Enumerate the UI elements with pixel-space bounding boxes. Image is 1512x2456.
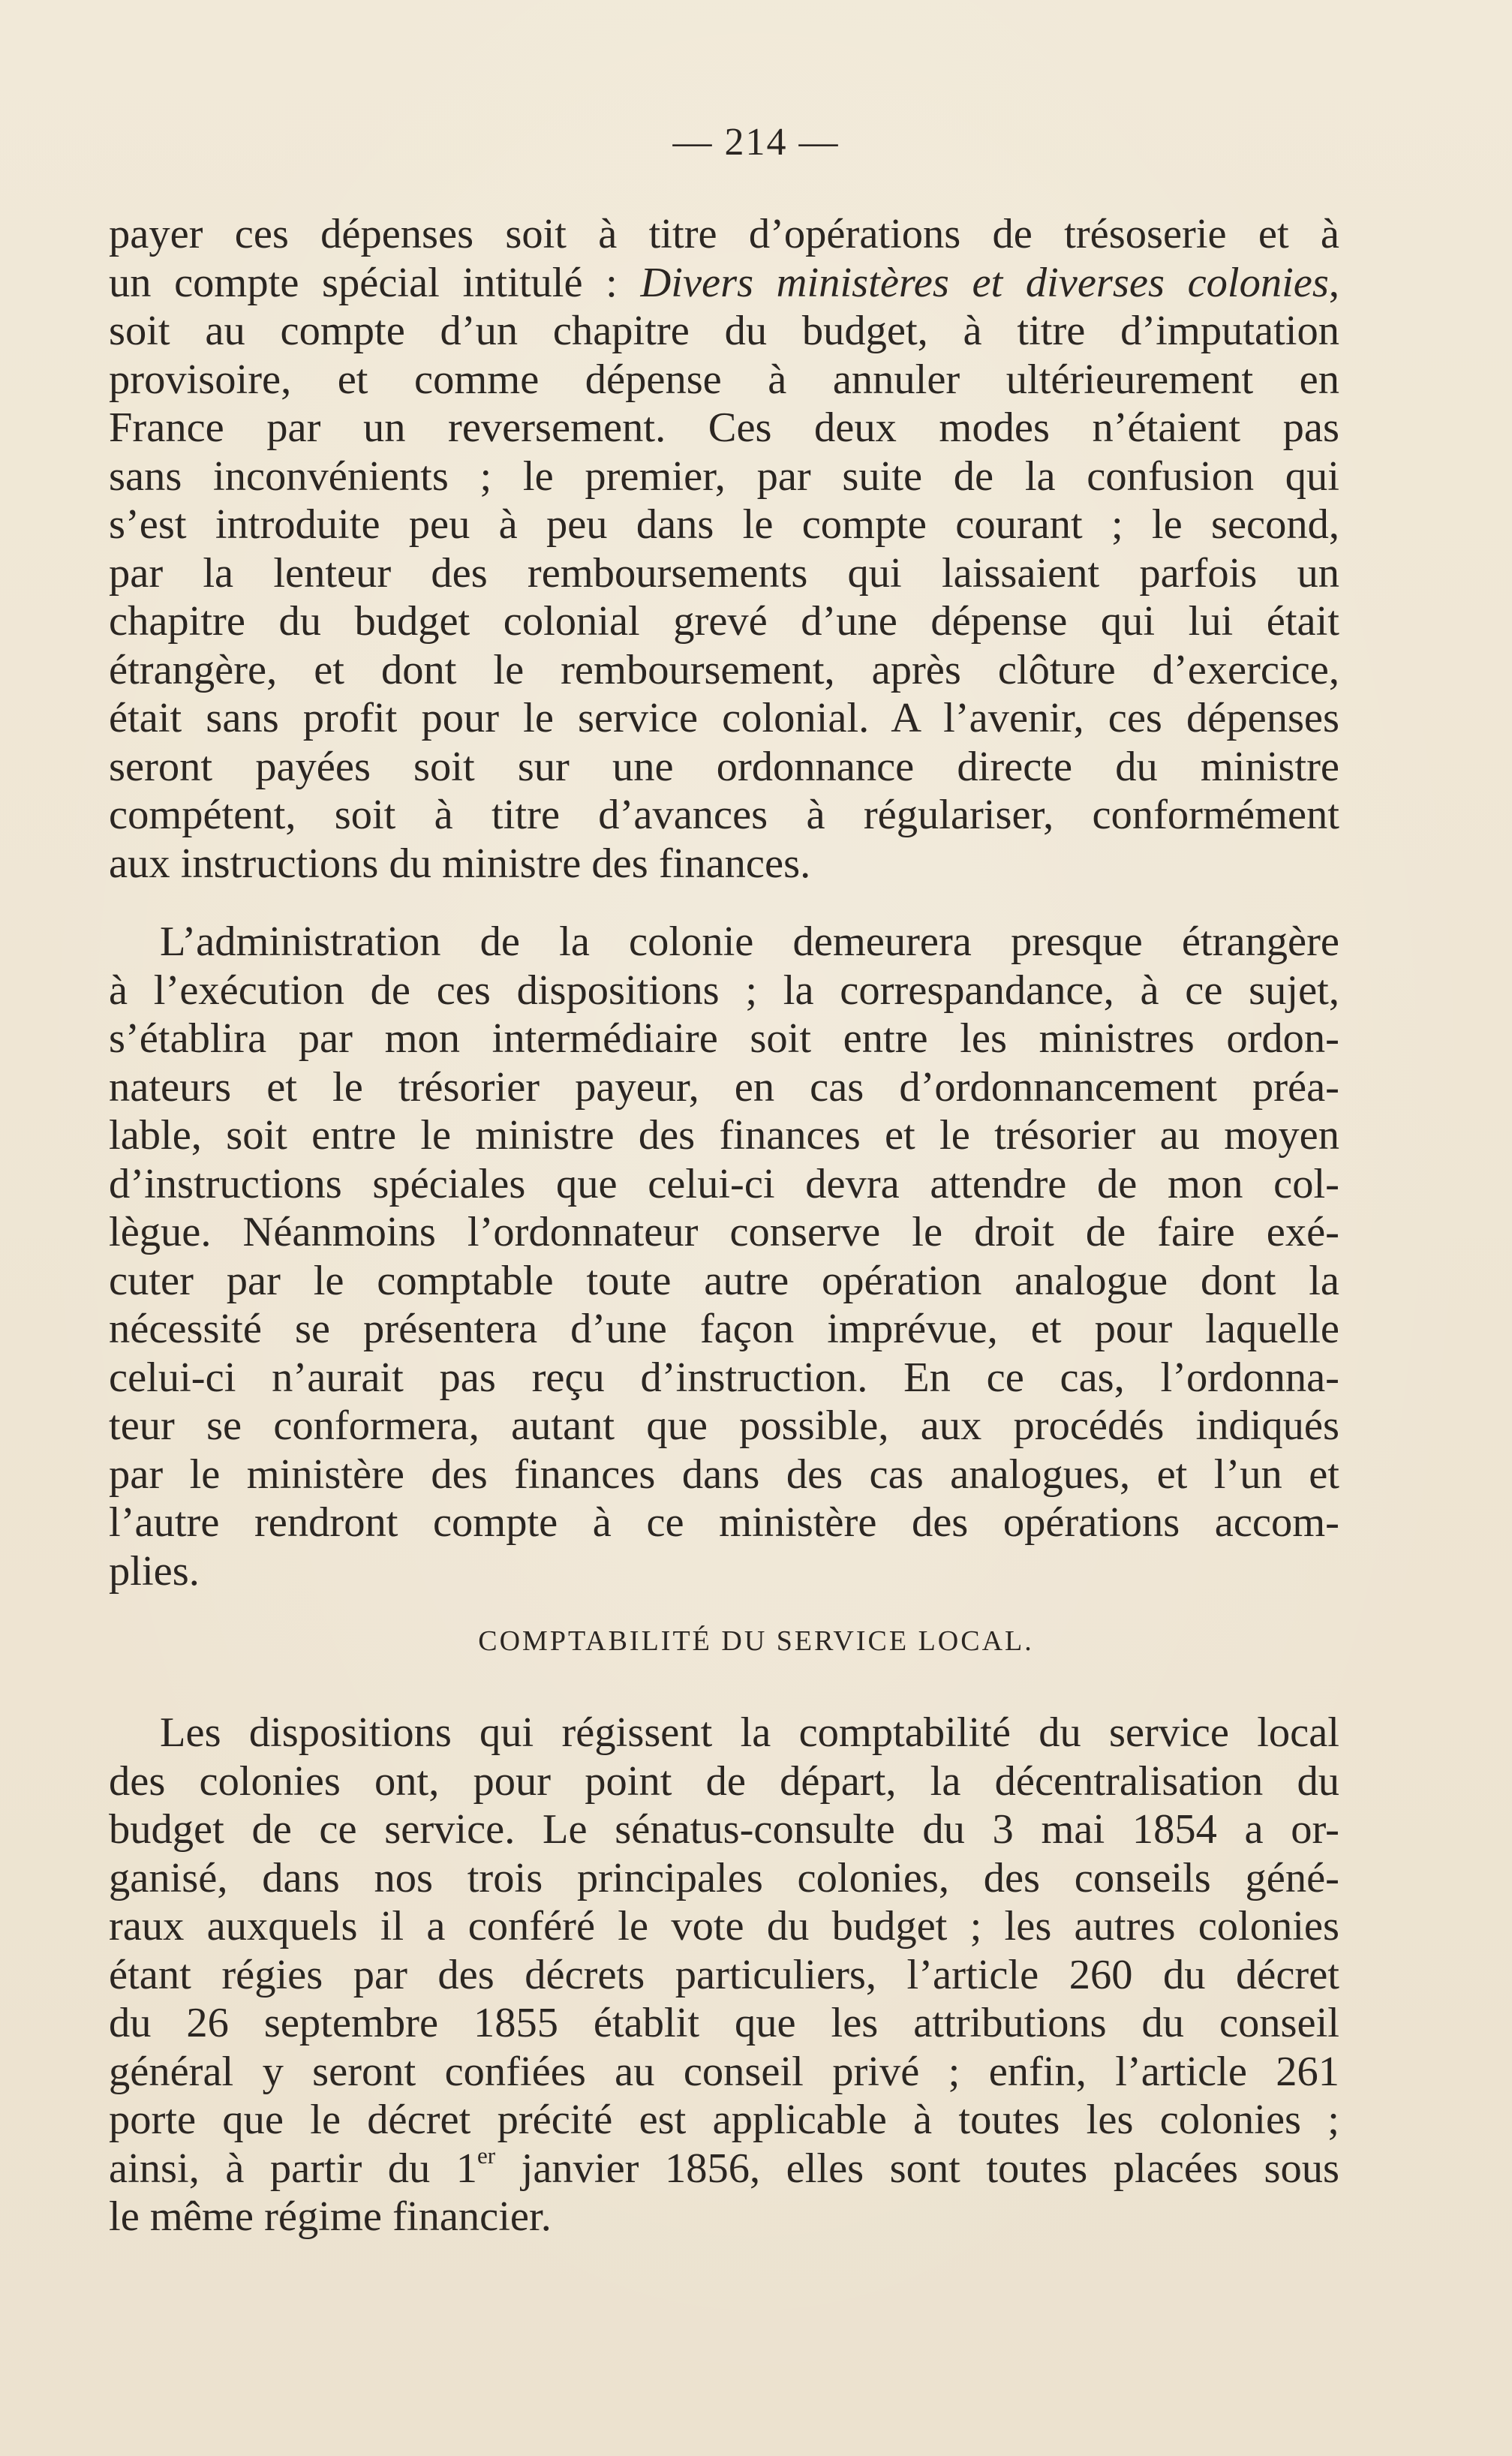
text-line: raux auxquels il a conféré le vote du budget ; les autres colonies — [109, 1903, 1339, 1949]
text-line — [109, 259, 1339, 308]
italic-account-title: Divers ministères et diverses colonies — [640, 259, 1329, 306]
text-line: nécessité se présentera d’une façon imprévue, et pour laquelle — [109, 1306, 1339, 1352]
text-line: lable, soit entre le ministre des finances et le trésorier au moyen — [109, 1112, 1339, 1159]
text-line: chapitre du budget colonial grevé d’une dépense qui lui était — [109, 598, 1339, 645]
text-line: était sans profit pour le service colonial. A l’avenir, ces dépenses — [109, 695, 1339, 741]
text-line: le même régime financier. — [109, 2193, 552, 2240]
text-line: provisoire, et comme dépense à annuler ultérieurement en — [109, 356, 1339, 403]
text-line: celui-ci n’aurait pas reçu d’instruction. En ce cas, l’ordonna- — [109, 1354, 1339, 1401]
text-line: par le ministère des finances dans des cas analogues, et l’un et — [109, 1450, 1339, 1498]
text-line: d’instructions spéciales que celui-ci devra attendre de mon col- — [109, 1160, 1339, 1207]
text-line: aux instructions du ministre des finances. — [109, 840, 811, 887]
text-line: Les dispositions qui régissent la comptabilité du service local — [160, 1709, 1339, 1756]
text-line: compétent, soit à titre d’avances à régulariser, conformément — [109, 792, 1339, 838]
text-line: cuter par le comptable toute autre opération analogue dont la — [109, 1257, 1339, 1304]
text-line — [109, 2142, 1339, 2193]
text-line: L’administration de la colonie demeurera presque étrangère — [160, 918, 1339, 965]
text-line: ganisé, dans nos trois principales colonies, des conseils géné- — [109, 1854, 1339, 1901]
text-line: sans inconvénients ; le premier, par suite de la confusion qui — [109, 452, 1339, 500]
text-run: ainsi, à partir du 1 — [109, 2145, 477, 2192]
text-line: étrangère, et dont le remboursement, après clôture d’exercice, — [109, 646, 1339, 693]
text-run: un compte spécial intitulé : — [109, 259, 641, 306]
text-line: étant régies par des décrets particuliers, l’article 260 du décret — [109, 1951, 1339, 1998]
text-run: janvier 1856, elles sont toutes placées sous — [495, 2145, 1339, 2192]
text-line: du 26 septembre 1855 établit que les attributions du conseil — [109, 2000, 1339, 2046]
paragraph-local-service — [109, 1709, 1339, 2241]
text-line: nateurs et le trésorier payeur, en cas d’ordonnancement préa- — [109, 1063, 1339, 1111]
text-line: budget de ce service. Le sénatus-consulte du 3 mai 1854 a or- — [109, 1806, 1339, 1853]
text-line: France par un reversement. Ces deux modes n’étaient pas — [109, 404, 1339, 451]
text-line: seront payées soit sur une ordonnance directe du ministre — [109, 743, 1339, 790]
text-line: des colonies ont, pour point de départ, la décentralisation du — [109, 1757, 1339, 1805]
text-line: par la lenteur des remboursements qui laissaient parfois un — [109, 549, 1339, 597]
text-line: porte que le décret précité est applicable à toutes les colonies ; — [109, 2097, 1339, 2143]
page-number: — 214 — — [672, 121, 840, 164]
text-line: lègue. Néanmoins l’ordonnateur conserve le droit de faire exé- — [109, 1209, 1339, 1255]
text-line: plies. — [109, 1547, 200, 1595]
text-run: , — [1328, 259, 1339, 306]
text-line: l’autre rendront compte à ce ministère des opérations accom- — [109, 1499, 1339, 1546]
text-line: teur se conformera, autant que possible, aux procédés indiqués — [109, 1402, 1339, 1449]
superscript-ordinal: er — [477, 2142, 496, 2169]
text-line: à l’exécution de ces dispositions ; la correspandance, à ce sujet, — [109, 966, 1339, 1014]
text-line: s’est introduite peu à peu dans le compte courant ; le second, — [109, 501, 1339, 548]
text-line: s’établira par mon intermédiaire soit entre les ministres ordon- — [109, 1015, 1339, 1062]
text-line: soit au compte d’un chapitre du budget, à titre d’imputation — [109, 308, 1339, 354]
text-line: payer ces dépenses soit à titre d’opérations de trésoserie et à — [109, 211, 1339, 257]
section-heading: COMPTABILITÉ DU SERVICE LOCAL. — [478, 1625, 1034, 1657]
paragraph-treasury-expenses — [109, 210, 1339, 888]
text-line: général y seront confiées au conseil privé ; enfin, l’article 261 — [109, 2048, 1339, 2095]
paragraph-colony-administration — [109, 918, 1339, 1595]
